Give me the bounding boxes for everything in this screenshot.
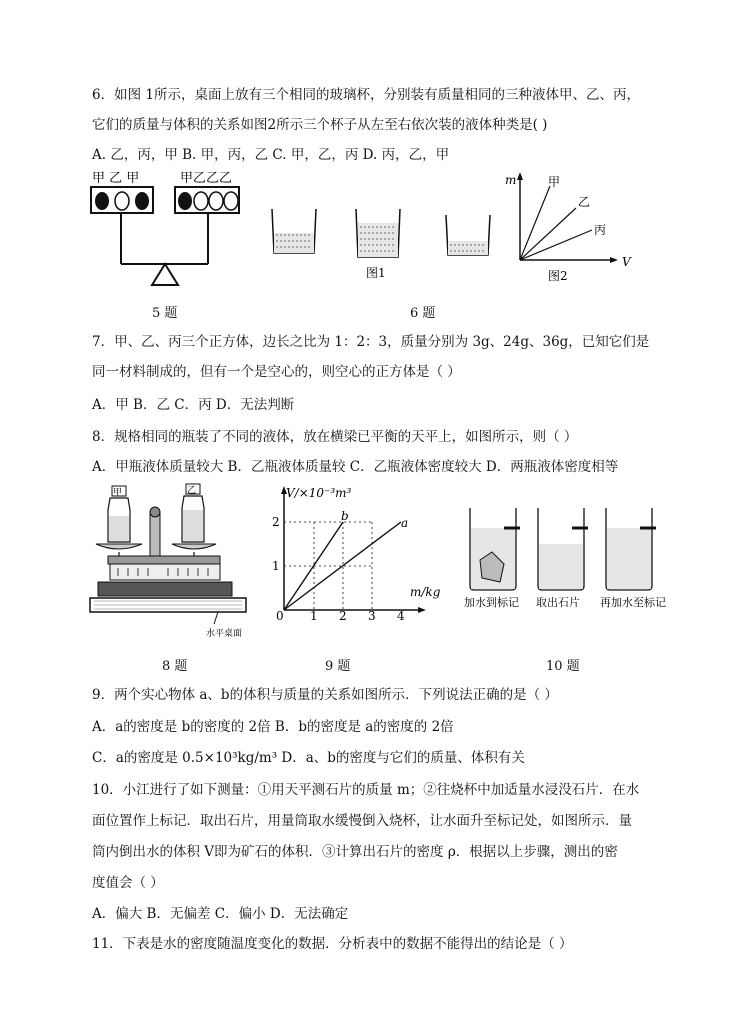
balance-right-labels: 甲乙乙乙 <box>180 171 233 186</box>
bottle-right-label: 乙 <box>187 486 197 496</box>
q6-line2: 它们的质量与体积的关系如图2所示三个杯子从左至右依次装的液体种类是( ) <box>92 117 548 133</box>
graph9-xtick-1: 1 <box>310 609 318 622</box>
graph9-ytick-2: 2 <box>272 515 280 529</box>
q8-options: A．甲瓶液体质量较大 B．乙瓶液体质量较 C．乙瓶液体密度较大 D．两瓶液体密度相等 <box>92 459 619 475</box>
graph9-line-label-b: b <box>341 509 349 523</box>
caption-q5: 5 题 <box>152 306 178 321</box>
heavy-ball-left-1 <box>95 192 109 210</box>
beaker10-caption-1: 加水到标记 <box>464 596 519 609</box>
heavy-ball-right <box>178 192 192 210</box>
graph-line-label-jia: 甲 <box>548 175 561 189</box>
beakers-figure-1 <box>268 205 508 285</box>
line-yi <box>520 208 576 260</box>
line-a <box>284 522 401 610</box>
q10-line1: 10．小江进行了如下测量：①用天平测石片的质量 m；②往烧杯中加适量水浸没石片．在水 <box>92 782 640 798</box>
q7-line2: 同一材料制成的，但有一个是空心的，则空心的正方体是（ ） <box>92 364 461 380</box>
q9-options-cd: C．a的密度是 0.5×10³kg/m³ D．a、b的密度与它们的质量、体积有关 <box>92 750 525 766</box>
q7-line1: 7．甲、乙、丙三个正方体，边长之比为 1：2：3，质量分别为 3g、24g、36g，已知它们是 <box>92 334 650 350</box>
balance-figure-5 <box>88 168 248 288</box>
graph-axis-m: m <box>505 173 517 187</box>
caption-q8: 8 题 <box>162 659 188 674</box>
fig1-caption: 图1 <box>366 266 386 280</box>
q10-options: A．偏大 B．无偏差 C．偏小 D．无法确定 <box>92 906 349 922</box>
graph9-xlabel: m/kg <box>410 585 441 599</box>
caption-q9: 9 题 <box>325 659 351 674</box>
heavy-ball-left-2 <box>135 192 149 210</box>
fig2-caption: 图2 <box>548 269 568 283</box>
q6-options: A. 乙，丙，甲 B. 甲，丙，乙 C. 甲，乙，丙 D. 丙，乙，甲 <box>92 147 450 163</box>
q10-line2: 面位置作上标记．取出石片，用量筒取水缓慢倒入烧杯，让水面升至标记处，如图所示．量 <box>92 813 632 829</box>
bottle-left-label: 甲 <box>113 488 123 498</box>
caption-q6: 6 题 <box>410 306 436 321</box>
volume-mass-graph-figure-9 <box>270 482 455 622</box>
graph9-ytick-1: 1 <box>272 559 280 573</box>
q10-line3: 筒内倒出水的体积 V即为矿石的体积．③计算出石片的密度 ρ．根据以上步骤，测出的密 <box>92 844 618 860</box>
graph9-line-label-a: a <box>401 516 409 530</box>
q10-line4: 度值会（ ） <box>92 875 164 891</box>
graph9-xtick-2: 2 <box>339 609 347 622</box>
q9-options-ab: A．a的密度是 b的密度的 2倍 B．b的密度是 a的密度的 2倍 <box>92 719 454 735</box>
beaker10-caption-2: 取出石片 <box>536 596 580 609</box>
fulcrum <box>152 264 178 285</box>
graph9-xtick-0: 0 <box>276 609 284 622</box>
balance-left-labels: 甲 乙 甲 <box>92 171 140 186</box>
beakers-figure-10 <box>462 504 674 612</box>
q7-options: A．甲 B．乙 C．丙 D．无法判断 <box>92 397 295 413</box>
graph-line-label-yi: 乙 <box>578 195 591 209</box>
q8-line1: 8．规格相同的瓶装了不同的液体，放在横梁已平衡的天平上，如图所示，则（ ） <box>92 429 578 445</box>
graph9-ylabel: V/×10⁻³m³ <box>286 486 352 500</box>
balance-with-bottles-figure-8 <box>88 480 260 650</box>
q9-line1: 9．两个实心物体 a、b的体积与质量的关系如图所示．下列说法正确的是（ ） <box>92 687 558 703</box>
caption-q10: 10 题 <box>546 659 580 674</box>
beaker10-caption-3: 再加水至标记 <box>600 596 666 609</box>
mass-volume-graph-fig2 <box>500 168 635 286</box>
graph-axis-v: V <box>622 255 631 269</box>
graph-line-label-bing: 丙 <box>594 223 607 237</box>
q11-line1: 11．下表是水的密度随温度变化的数据．分析表中的数据不能得出的结论是（ ） <box>92 936 573 952</box>
q6-line1: 6．如图 1所示，桌面上放有三个相同的玻璃杯，分别装有质量相同的三种液体甲、乙、丙， <box>92 87 640 103</box>
graph9-xtick-3: 3 <box>368 609 376 622</box>
graph9-xtick-4: 4 <box>397 609 405 622</box>
table-label: 水平桌面 <box>206 629 243 639</box>
light-ball-left <box>115 192 129 210</box>
